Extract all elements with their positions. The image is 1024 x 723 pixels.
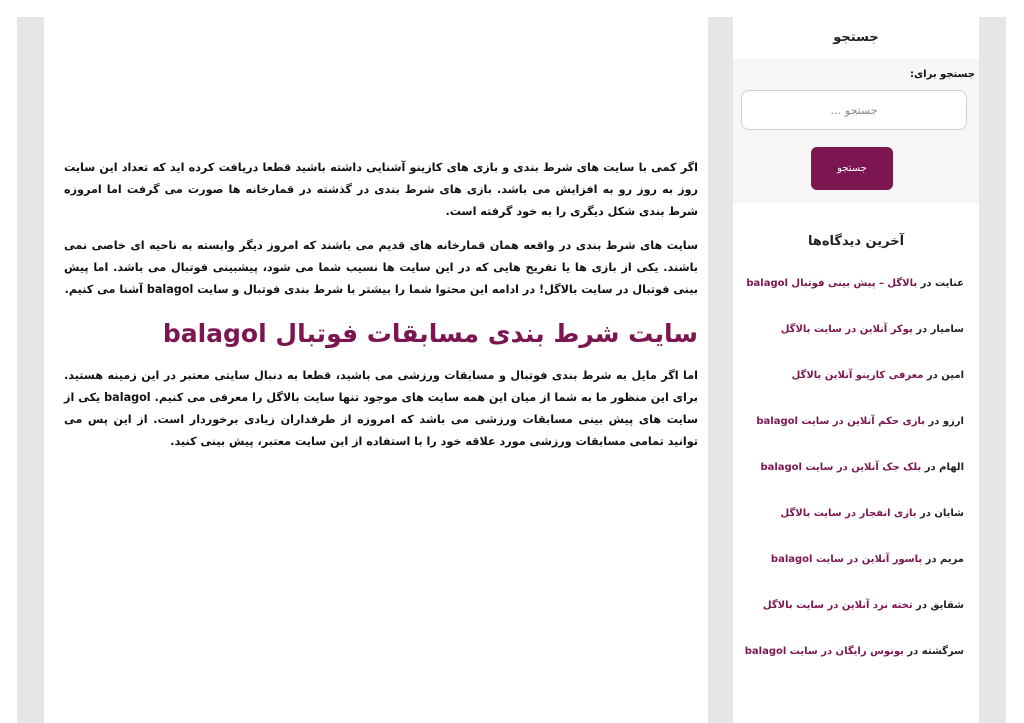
comment-item [733,353,979,399]
left-gutter [17,17,44,723]
comment-post-link[interactable]: معرفی کازینو آنلاین بالاگل [791,370,924,381]
comment-post-link[interactable]: بازی انفجار در سایت بالاگل [780,508,917,519]
comment-post-link[interactable]: بلک جک آنلاین در سایت balagol [760,462,922,473]
comment-item [733,399,979,445]
comment-post-link[interactable]: پوکر آنلاین در سایت بالاگل [780,324,913,335]
comment-separator: در [923,370,942,381]
comment-separator: در [924,416,943,427]
main-content-area [44,17,708,723]
comment-separator: در [912,600,931,611]
search-widget-title: جستجو [833,30,879,45]
comment-item [733,629,979,675]
comment-author: شقایق [930,600,964,611]
comment-item [733,491,979,537]
comment-author: سامیار [930,324,964,335]
comment-separator: در [917,278,935,289]
comment-author: الهام [939,462,964,473]
comment-author: مریم [939,554,964,565]
comment-item [733,307,979,353]
comment-item [733,537,979,583]
recent-comments-title: آخرین دیدگاه‌ها [807,234,905,249]
comment-item [733,445,979,491]
article-heading: سایت شرط بندی مسابقات فوتبال balagol [162,319,698,348]
comment-separator: در [903,646,922,657]
comment-post-link[interactable]: بونوس رایگان در سایت balagol [744,646,904,657]
comment-post-link[interactable]: تخته نرد آنلاین در سایت بالاگل [762,600,913,611]
comment-author: سرگشته [921,646,964,657]
article-paragraph: اما اگر مایل به شرط بندی فوتبال و مسابقات ورزشی می باشید، قطعا به دنبال سایتی معتبر در این زمینه هستید. برای این منظور ما به شما از میان این همه سایت های موجود تنها سایت بالاگل را معرفی می کنیم. balagol یکی از سایت های پیش بینی مسابقات ورزشی می باشد که امروزه از طرفداران زیادی برخوردار است. از این پس می توانید تمامی مسابقات ورزشی مورد علاقه خود را با استفاده از این سایت معتبر، پیش بینی کنید. [64,369,698,448]
recent-comments-list [733,261,979,675]
comment-post-link[interactable]: بالاگل – پیش بینی فوتبال balagol [746,278,918,289]
search-input[interactable] [741,90,967,130]
column-gap [708,17,733,723]
recent-comments-widget [733,221,979,692]
comment-author: ارزو [942,416,964,427]
comment-post-link[interactable]: پاسور آنلاین در سایت balagol [770,554,923,565]
search-button[interactable]: جستجو [811,147,893,190]
comment-author: امین [941,370,964,381]
comment-separator: در [921,462,940,473]
comment-item [733,583,979,629]
comment-separator: در [916,508,935,519]
article-paragraph: اگر کمی با سایت های شرط بندی و بازی های کازینو آشنایی داشته باشید قطعا دریافت کرده اید که تعداد این سایت روز به روز رو به افزایش می باشد. بازی های شرط بندی در گذشته در قمارخانه ها صورت می گرفت اما امروزه شرط بندی شکل دیگری را به خود گرفته است. [64,161,698,218]
search-label: جستجو برای: [910,69,975,80]
search-widget [733,17,979,203]
comment-separator: در [912,324,931,335]
comment-separator: در [922,554,940,565]
article-paragraph: سایت های شرط بندی در واقعه همان قمارخانه های قدیم می باشند که امروز دیگر وابسته به ناحیه ای خاصی نمی باشند. یکی از بازی ها یا تفریح هایی که در این سایت ها نسیب شما می شود، پیشبینی فوتبال می باشد. اما پیش بینی فوتبال در سایت بالاگل! در ادامه این محتوا شما را بیشتر با شرط بندی فوتبال و سایت balagol آشنا می کنیم. [64,239,698,296]
comment-item [733,261,979,307]
right-gutter [979,17,1006,723]
comment-post-link[interactable]: بازی حکم آنلاین در سایت balagol [756,416,925,427]
article-body [64,157,698,465]
comment-author: شایان [934,508,964,519]
comment-author: عنایت [934,278,964,289]
search-form [733,59,979,203]
